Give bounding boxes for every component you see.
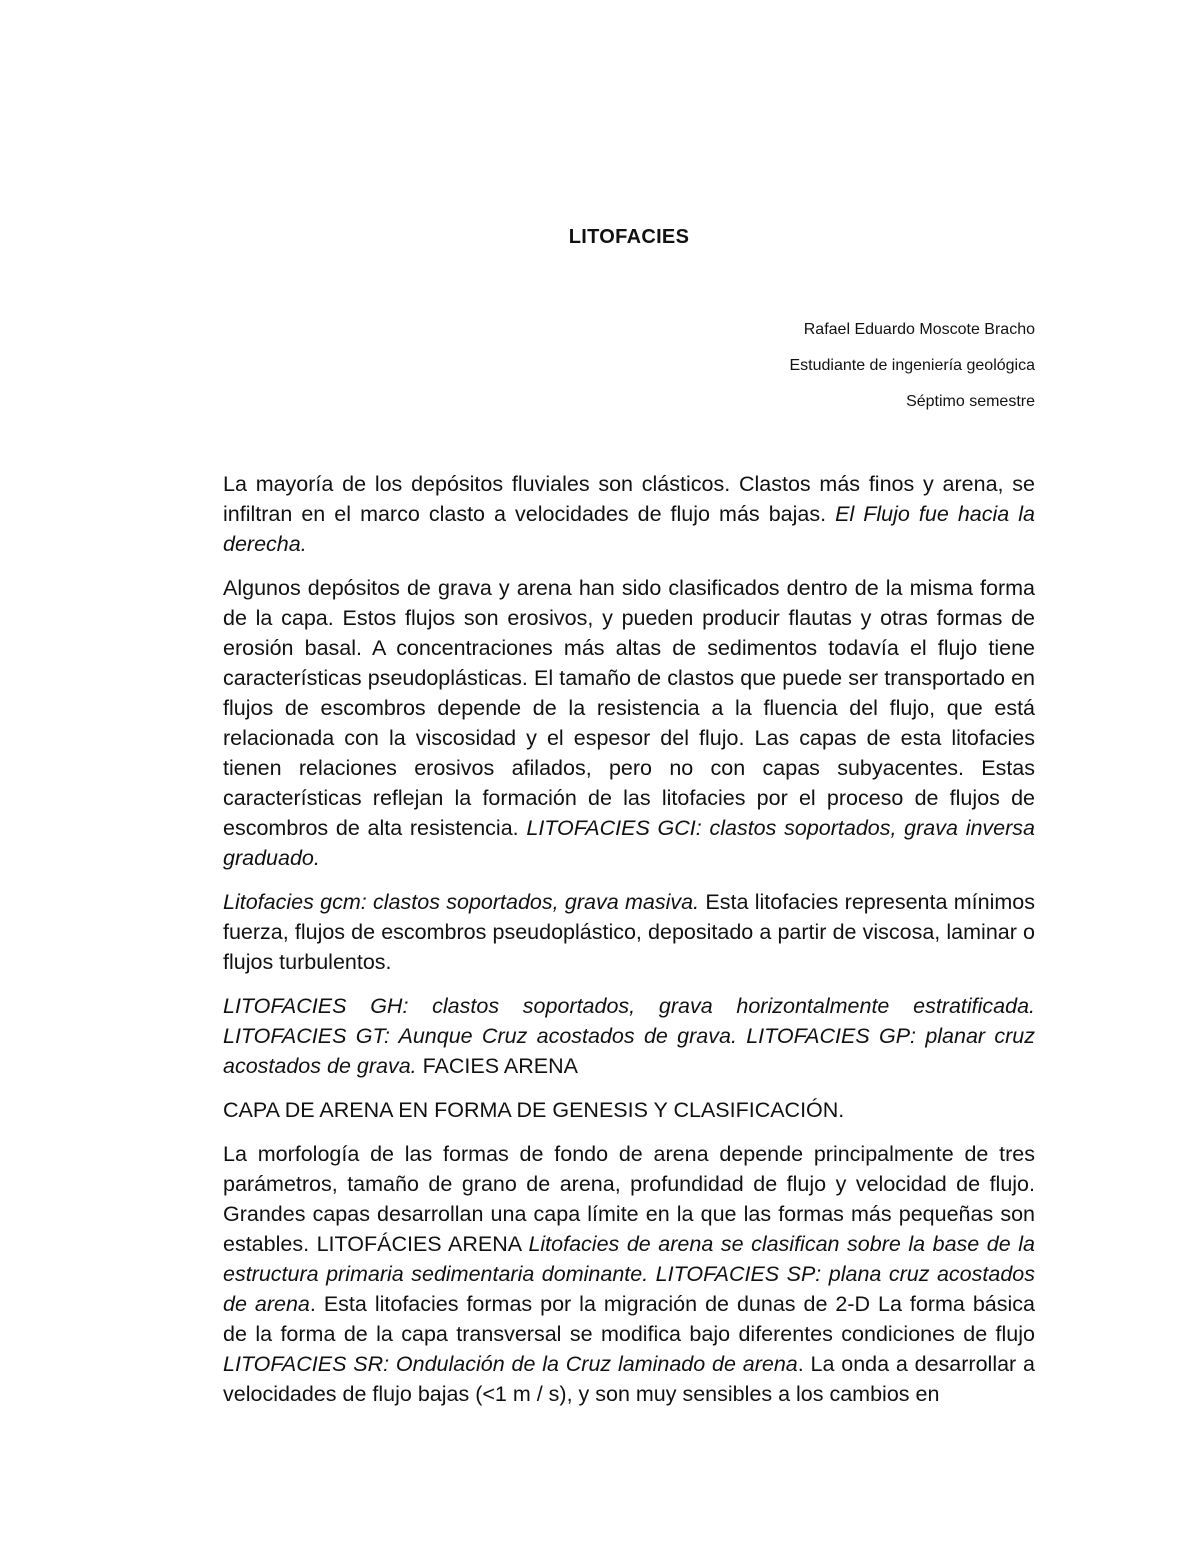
document-title: LITOFACIES	[568, 226, 690, 248]
paragraph	[223, 991, 1035, 1081]
italic-text-run: LITOFACIES SR: Ondulación de la Cruz laminado de arena	[223, 1352, 798, 1376]
author-name: Rafael Eduardo Moscote Bracho	[803, 321, 1035, 338]
text-run: FACIES ARENA	[416, 1054, 578, 1078]
italic-text-run: Litofacies gcm: clastos soportados, grava masiva.	[223, 890, 700, 914]
text-run: . La onda a desarrollar a velocidades de flujo bajas (<1 m / s), y son muy sensibles a los cambios en	[223, 1352, 1035, 1406]
paragraph	[223, 1139, 1035, 1409]
text-run: Algunos depósitos de grava y arena han sido clasificados dentro de la misma forma de la capa. Estos flujos son erosivos, y pueden producir flautas y otras formas de erosión basal. A concentraciones más altas de sedimentos todavía el flujo tiene características pseudoplásticas. El tamaño de clastos que puede ser transportado en flujos de escombros depende de la resistencia a la fluencia del flujo, que está relacionada con la viscosidad y el espesor del flujo. Las capas de esta litofacies tienen relaciones erosivos afilados, pero no con capas subyacentes. Estas características reflejan la formación de las litofacies por el proceso de flujos de escombros de alta resistencia.	[223, 576, 1035, 840]
text-run: La mayoría de los depósitos fluviales son clásticos. Clastos más finos y arena, se infiltran en el marco clasto a velocidades de flujo más bajas.	[223, 472, 1035, 526]
italic-text-run: Litofacies de arena se clasifican sobre la base de la estructura primaria sedimentaria dominante. LITOFACIES SP: plana cruz acostados de arena	[223, 1232, 1035, 1316]
italic-text-run: LITOFACIES GCI: clastos soportados, grava inversa graduado.	[223, 816, 1035, 870]
paragraph	[223, 469, 1035, 559]
document-page	[223, 0, 1035, 1553]
section-heading	[223, 1095, 1035, 1125]
text-run: La morfología de las formas de fondo de arena depende principalmente de tres parámetros, tamaño de grano de arena, profundidad de flujo y velocidad de flujo. Grandes capas desarrollan una capa límite en la que las formas más pequeñas son estables. LITOFÁCIES ARENA	[223, 1142, 1035, 1256]
paragraph	[223, 573, 1035, 873]
text-run: CAPA DE ARENA EN FORMA DE GENESIS Y CLASIFICACIÓN.	[223, 1098, 845, 1122]
document-body	[223, 469, 1035, 1423]
author-role: Estudiante de ingeniería geológica	[789, 357, 1035, 374]
author-block	[789, 312, 1035, 420]
author-semester: Séptimo semestre	[906, 393, 1035, 410]
italic-text-run: LITOFACIES GH: clastos soportados, grava horizontalmente estratificada. LITOFACIES GT: Aunque Cruz acostados de grava. LITOFACIES GP: planar cruz acostados de grava.	[223, 994, 1035, 1078]
paragraph	[223, 887, 1035, 977]
text-run: . Esta litofacies formas por la migración de dunas de 2-D La forma básica de la forma de la capa transversal se modifica bajo diferentes condiciones de flujo	[223, 1292, 1035, 1346]
text-run: Esta litofacies representa mínimos fuerza, flujos de escombros pseudoplástico, depositado a partir de viscosa, laminar o flujos turbulentos.	[223, 890, 1035, 974]
italic-text-run: El Flujo fue hacia la derecha.	[223, 502, 1035, 556]
